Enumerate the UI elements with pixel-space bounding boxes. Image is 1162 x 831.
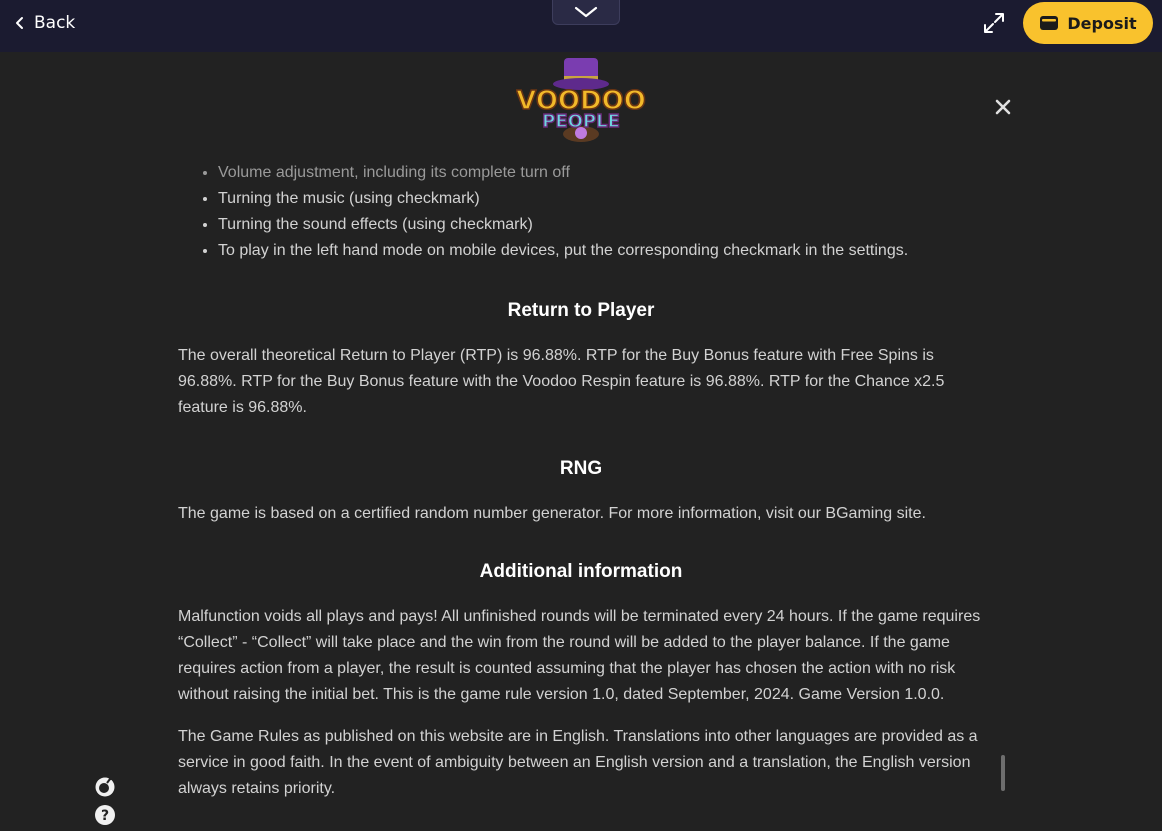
additional-info-heading: Additional information (479, 561, 683, 582)
rtp-heading: Return to Player (507, 300, 655, 321)
svg-text:VOODOO: VOODOO (516, 86, 646, 116)
rules-content (178, 160, 984, 802)
settings-list (178, 160, 984, 264)
scrollbar-thumb[interactable] (1001, 755, 1005, 791)
fullscreen-button[interactable] (982, 11, 1006, 35)
back-button[interactable] (14, 9, 75, 37)
expand-icon (983, 12, 1005, 34)
help-button[interactable] (94, 804, 116, 826)
close-button[interactable] (992, 96, 1014, 118)
list-item: • Turning the sound effects (using checkmark) (218, 212, 984, 238)
list-item: • To play in the left hand mode on mobile devices, put the corresponding checkmark in the settings. (218, 238, 984, 264)
top-bar (0, 0, 1162, 52)
close-icon (995, 99, 1011, 115)
chevron-down-icon (573, 5, 599, 19)
bomb-icon (94, 775, 116, 797)
language-disclaimer-text: The Game Rules as published on this website are in English. Translations into other languages are provided as a service in good faith. In the event of ambiguity between an English version and a translation, the English version always retains priority. (178, 728, 978, 797)
rng-heading: RNG (559, 458, 603, 479)
deposit-button[interactable] (1023, 2, 1153, 44)
rng-text: The game is based on a certified random number generator. For more information, visit our BGaming site. (178, 505, 926, 522)
question-icon (94, 804, 116, 826)
deposit-label: Deposit (1067, 13, 1137, 33)
back-label: Back (34, 13, 76, 33)
additional-info-text: Malfunction voids all plays and pays! All unfinished rounds will be terminated every 24 hours. If the game requires “Collect” - “Collect” will take place and the win from the round will be added to the player balance. If the game requires action from a player, the result is counted assuming that the player has chosen the action with no risk without raising the initial bet. This is the game rule version 1.0, dated September, 2024. Game Version 1.0.0. (178, 608, 981, 703)
rtp-text: The overall theoretical Return to Player (RTP) is 96.88%. RTP for the Buy Bonus feature with Free Spins is 96.88%. RTP for the Buy Bonus feature with the Voodoo Respin feature is 96.88%. RTP for the Chance x2.5 feature is 96.88%. (178, 347, 945, 416)
game-logo (516, 52, 646, 146)
list-item: • Turning the music (using checkmark) (218, 186, 984, 212)
svg-text:?: ? (100, 808, 110, 824)
chevron-left-icon (14, 16, 26, 30)
sound-toggle-button[interactable] (94, 775, 116, 797)
list-item: • Volume adjustment, including its complete turn off (218, 160, 984, 186)
wallet-icon (1039, 15, 1059, 31)
svg-text:PEOPLE: PEOPLE (542, 111, 620, 132)
collapse-header-button[interactable] (552, 0, 620, 25)
